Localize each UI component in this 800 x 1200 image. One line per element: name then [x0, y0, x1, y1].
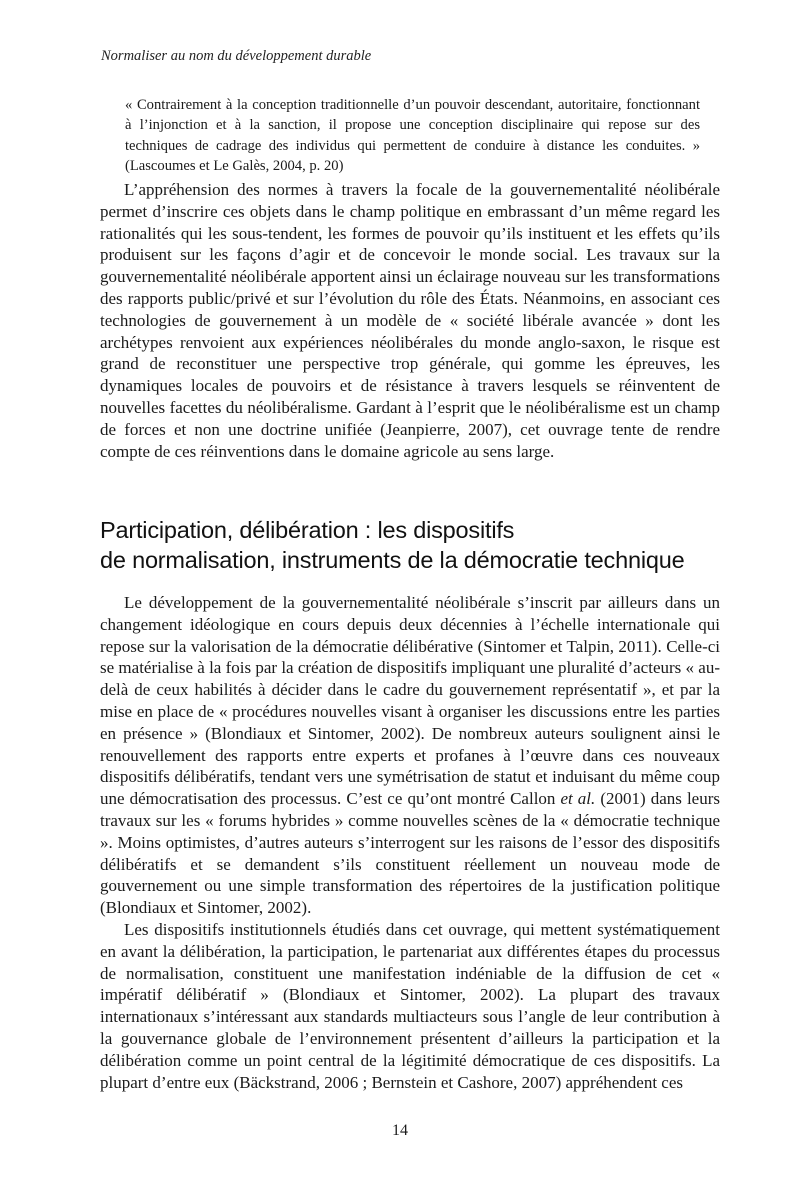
- page-number: 14: [392, 1122, 408, 1139]
- section-heading-line-1: Participation, délibération : les dispositifs: [100, 517, 515, 543]
- block-quote: « Contrairement à la conception traditionnelle d’un pouvoir descendant, autoritaire, fonctionnant à l’injonction et à la sanction, il propose une conception disciplinaire qui repose sur des techniques de cadrage des individus qui permettent de conduire à distance les conduites. » (Lascoumes et Le Galès, 2004, p. 20): [125, 97, 700, 174]
- paragraph-text: Le développement de la gouvernementalité néolibérale s’inscrit par ailleurs dans un changement idéologique en cours depuis deux décennies à l’échelle internationale qui repose sur la valorisation de la démocratie délibérative (Sintomer et Talpin, 2011). Celle-ci se matérialise à la fois par la création de dispositifs impliquant une pluralité d’acteurs « au-delà de ceux habilités à décider dans le cadre du gouvernement représentatif », et par la mise en place de « procédures nouvelles visant à organiser les discussions entre les parties en présence » (Blondiaux et Sintomer, 2002). De nombreux auteurs soulignent ainsi le renouvellement des rapports entre experts et profanes à l’œuvre dans ces nouveaux dispositifs délibératifs, tendant vers une symétrisation de statut et induisant du même coup une démocratisation des processus. C’est ce qu’ont montré Callon: [100, 593, 720, 809]
- running-header: Normaliser au nom du développement durable: [101, 48, 372, 64]
- paragraph: [100, 592, 720, 919]
- paragraph-text: (2001) dans leurs travaux sur les « forums hybrides » comme nouvelles scènes de la « démocratie technique ». Moins optimistes, d’autres auteurs s’interrogent sur les raisons de l’essor des dispositifs délibératifs et se demandent s’ils constituent réellement un nouveau mode de gouvernement ou une simple transformation des répertoires de la justification politique (Blondiaux et Sintomer, 2002).: [100, 789, 720, 918]
- paragraph: Les dispositifs institutionnels étudiés dans cet ouvrage, qui mettent systématiquement en avant la délibération, la participation, le partenariat aux différentes étapes du processus de normalisation, constituent une manifestation indéniable de la diffusion de cet « impératif délibératif » (Blondiaux et Sintomer, 2002). La plupart des travaux internationaux s’intéressant aux standards multiacteurs sous l’angle de leur contribution à la gouvernance globale de l’environnement présentent d’ailleurs la participation et la délibération comme un point central de la légitimité démocratique de ces dispositifs. La plupart d’entre eux (Bäckstrand, 2006 ; Bernstein et Cashore, 2007) appréhendent ces: [100, 919, 720, 1092]
- paragraph: L’appréhension des normes à travers la focale de la gouvernementalité néolibérale permet d’inscrire ces objets dans le champ politique en embrassant d’un même regard les rationalités qui les sous-tendent, les formes de pouvoir qu’ils instituent et les effets qu’ils produisent sur les façons d’agir et de concevoir le monde social. Les travaux sur la gouvernementalité néolibérale apportent ainsi un éclairage nouveau sur les transformations des rapports public/privé et sur l’évolution du rôle des États. Néanmoins, en associant ces technologies de gouvernement à un modèle de « société libérale avancée » dont les archétypes renvoient aux expériences néolibérales du monde anglo-saxon, le risque est grand de reconstituer une perspective trop générale, qui gomme les épreuves, les dynamiques locales de pouvoirs et de résistance à travers lesquels se réinventent de nouvelles facettes du néolibéralisme. Gardant à l’esprit que le néolibéralisme est un champ de forces et non une doctrine unifiée (Jeanpierre, 2007), cet ouvrage tente de rendre compte de ces réinventions dans le domaine agricole au sens large.: [100, 180, 720, 461]
- section-1-body: [100, 179, 720, 462]
- italic-citation: et al.: [560, 789, 596, 809]
- section-heading: [100, 515, 740, 575]
- section-heading-line-2: de normalisation, instruments de la démocratie technique: [100, 547, 685, 573]
- section-2-body: [100, 592, 720, 1093]
